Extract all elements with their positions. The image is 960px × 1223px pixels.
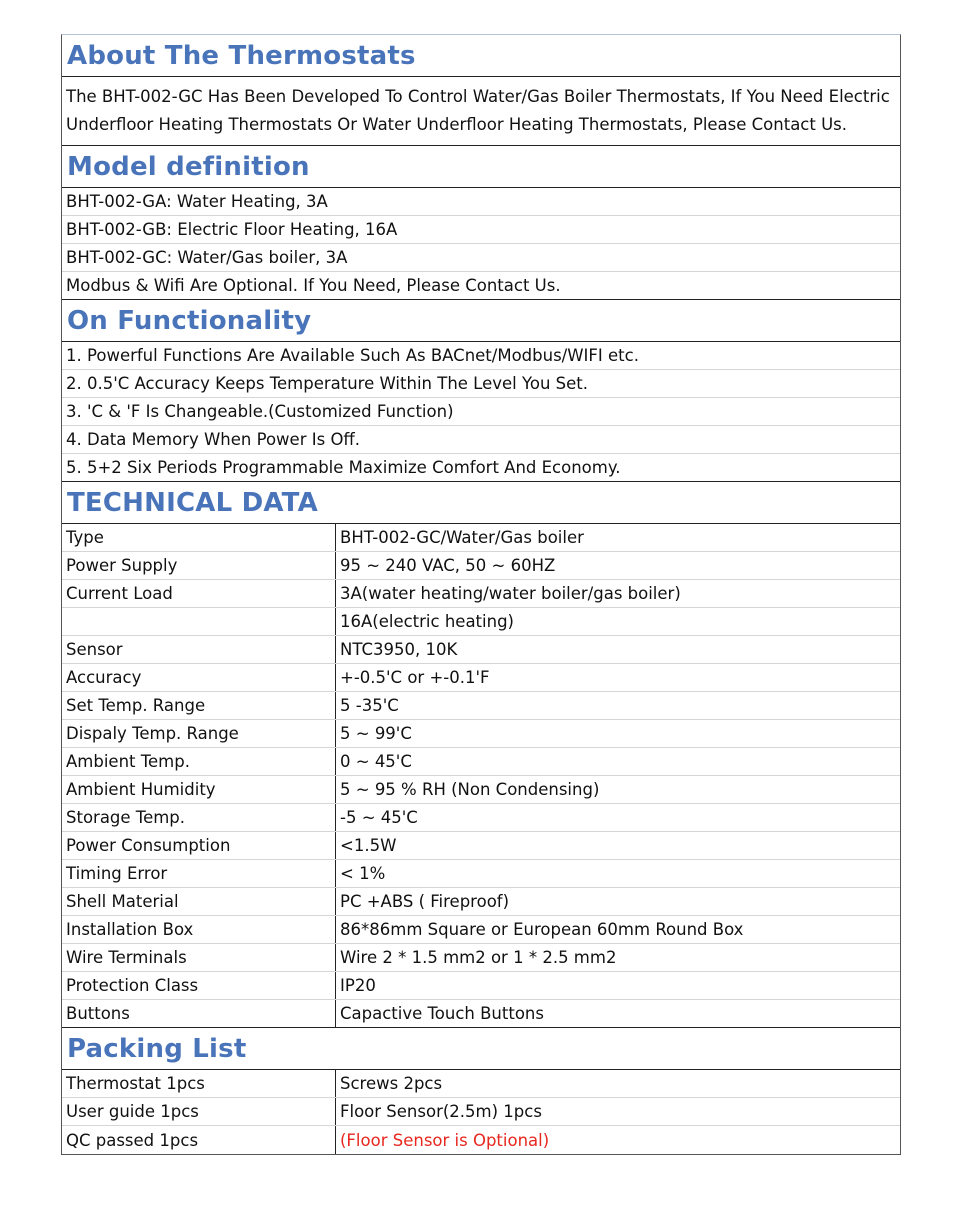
optional-note: (Floor Sensor is Optional) <box>340 1130 550 1150</box>
table-row <box>62 916 900 944</box>
spec-value: 0 ~ 45'C <box>340 752 412 771</box>
spec-label: Shell Material <box>62 888 336 915</box>
table-row <box>62 804 900 832</box>
spec-label <box>62 608 336 635</box>
packing-title: Packing List <box>67 1033 247 1064</box>
spec-label: Type <box>62 524 336 551</box>
spec-label: Current Load <box>62 580 336 607</box>
model-note: Modbus & Wifi Are Optional. If You Need, Please Contact Us. <box>62 272 900 300</box>
function-item: 1. Powerful Functions Are Available Such As BACnet/Modbus/WIFI etc. <box>62 342 900 370</box>
spec-value: 86*86mm Square or European 60mm Round Box <box>340 920 744 939</box>
models-title: Model definition <box>67 151 310 182</box>
spec-value: 95 ~ 240 VAC, 50 ~ 60HZ <box>340 556 556 575</box>
table-row <box>62 608 900 636</box>
spec-value: Wire 2 * 1.5 mm2 or 1 * 2.5 mm2 <box>340 948 617 967</box>
packing-row <box>62 1098 900 1126</box>
spec-label: Set Temp. Range <box>62 692 336 719</box>
spec-value: BHT-002-GC/Water/Gas boiler <box>340 528 584 547</box>
packing-item: Floor Sensor(2.5m) 1pcs <box>340 1102 542 1121</box>
packing-item: User guide 1pcs <box>62 1098 336 1125</box>
function-item: 4. Data Memory When Power Is Off. <box>62 426 900 454</box>
table-row <box>62 748 900 776</box>
table-row <box>62 636 900 664</box>
packing-row <box>62 1070 900 1098</box>
spec-value: -5 ~ 45'C <box>340 808 418 827</box>
spec-sheet <box>61 34 901 1155</box>
model-item: BHT-002-GC: Water/Gas boiler, 3A <box>62 244 900 272</box>
function-item: 3. 'C & 'F Is Changeable.(Customized Function) <box>62 398 900 426</box>
functionality-heading-row <box>62 300 900 342</box>
models-heading-row <box>62 146 900 188</box>
table-row <box>62 692 900 720</box>
table-row <box>62 972 900 1000</box>
packing-item: QC passed 1pcs <box>62 1126 336 1154</box>
table-row <box>62 832 900 860</box>
table-row <box>62 580 900 608</box>
spec-label: Ambient Humidity <box>62 776 336 803</box>
table-row <box>62 888 900 916</box>
table-row <box>62 664 900 692</box>
spec-label: Wire Terminals <box>62 944 336 971</box>
spec-label: Power Consumption <box>62 832 336 859</box>
spec-label: Power Supply <box>62 552 336 579</box>
spec-label: Ambient Temp. <box>62 748 336 775</box>
spec-value: PC +ABS ( Fireproof) <box>340 892 510 911</box>
table-row <box>62 944 900 972</box>
spec-value: 5 -35'C <box>340 696 399 715</box>
table-row <box>62 524 900 552</box>
function-item: 2. 0.5'C Accuracy Keeps Temperature Within The Level You Set. <box>62 370 900 398</box>
spec-label: Sensor <box>62 636 336 663</box>
model-item: BHT-002-GB: Electric Floor Heating, 16A <box>62 216 900 244</box>
spec-value: Capactive Touch Buttons <box>340 1004 544 1023</box>
about-title: About The Thermostats <box>67 40 416 71</box>
packing-item: Thermostat 1pcs <box>62 1070 336 1097</box>
model-item: BHT-002-GA: Water Heating, 3A <box>62 188 900 216</box>
table-row <box>62 552 900 580</box>
table-row <box>62 776 900 804</box>
spec-label: Installation Box <box>62 916 336 943</box>
spec-value: 5 ~ 99'C <box>340 724 412 743</box>
spec-value: NTC3950, 10K <box>340 640 458 659</box>
packing-row <box>62 1126 900 1154</box>
about-body: The BHT-002-GC Has Been Developed To Control Water/Gas Boiler Thermostats, If You Need Electric Underfloor Heating Thermostats Or Water Underfloor Heating Thermostats, Please Contact Us. <box>62 77 900 146</box>
technical-heading-row <box>62 482 900 524</box>
spec-label: Protection Class <box>62 972 336 999</box>
spec-value: 5 ~ 95 % RH (Non Condensing) <box>340 780 600 799</box>
table-row <box>62 720 900 748</box>
function-item: 5. 5+2 Six Periods Programmable Maximize Comfort And Economy. <box>62 454 900 482</box>
spec-value: <1.5W <box>340 836 397 855</box>
spec-label: Buttons <box>62 1000 336 1027</box>
spec-label: Accuracy <box>62 664 336 691</box>
spec-label: Storage Temp. <box>62 804 336 831</box>
spec-value: 3A(water heating/water boiler/gas boiler) <box>340 584 681 603</box>
technical-title: TECHNICAL DATA <box>67 487 318 518</box>
spec-value: IP20 <box>340 976 376 995</box>
spec-value: +-0.5'C or +-0.1'F <box>340 668 490 687</box>
spec-label: Dispaly Temp. Range <box>62 720 336 747</box>
packing-heading-row <box>62 1028 900 1070</box>
spec-value: < 1% <box>340 864 386 883</box>
functionality-title: On Functionality <box>67 305 312 336</box>
table-row <box>62 860 900 888</box>
packing-item: Screws 2pcs <box>340 1074 443 1093</box>
table-row <box>62 1000 900 1028</box>
about-heading-row <box>62 35 900 77</box>
spec-value: 16A(electric heating) <box>340 612 514 631</box>
spec-label: Timing Error <box>62 860 336 887</box>
